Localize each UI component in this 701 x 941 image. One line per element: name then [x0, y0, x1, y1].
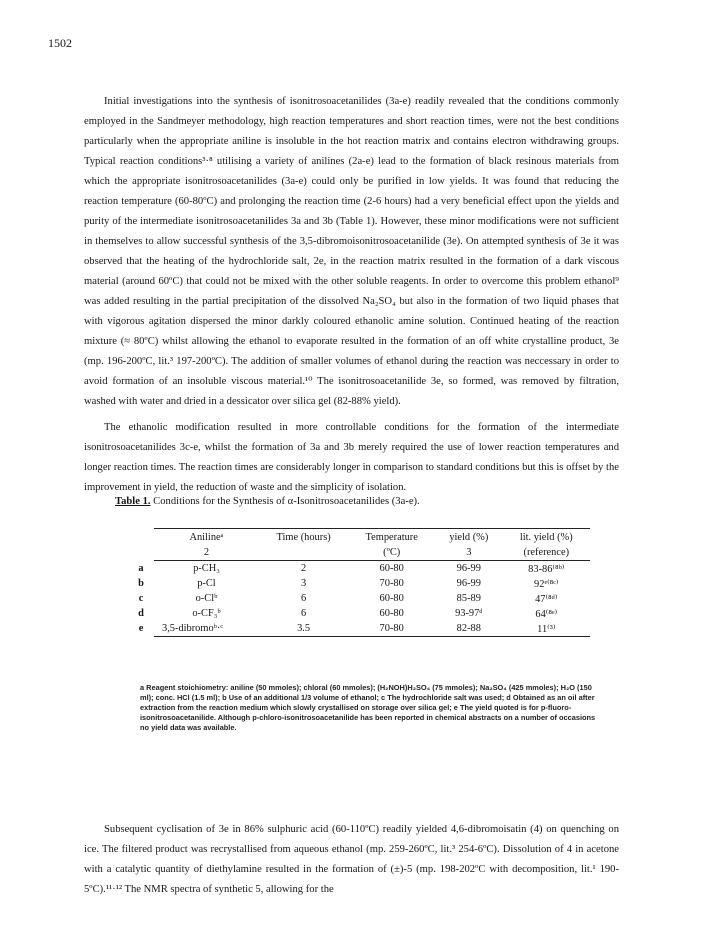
table-header-cell: Temperature — [348, 529, 435, 546]
table-header-blank — [128, 545, 154, 561]
table-row — [128, 606, 590, 621]
time-cell: 3.5 — [259, 621, 348, 637]
table-footnote: a Reagent stoichiometry: aniline (50 mmoles); chloral (60 mmoles); (H₂NOH)H₂SO₄ (75 mmoles); Na₂SO₄ (425 mmoles); H₂O (150 ml); conc. HCl (1.5 ml); b Use of an additional 1/3 volume of ethanol; c The hydrochloride salt was used; d Obtained as an oil after extraction from the reaction medium which slowly crystallised on storage over silica gel; e The yield quoted is for p-fluoro-isonitrosoacetanilide. Although p-chloro-isonitrosoacetanilide has been reported in chemical abstracts on a number of occasions no yield data was available. — [140, 683, 596, 732]
temperature-cell: 60-80 — [379, 563, 404, 574]
table-row — [128, 591, 590, 606]
table-header-cell: (ºC) — [348, 545, 435, 561]
table-header-cell: (reference) — [503, 545, 590, 561]
time-cell: 3 — [301, 578, 307, 589]
table-header-row — [128, 529, 590, 546]
temperature-cell: 60-80 — [379, 593, 404, 604]
yield-cell: 96-99 — [456, 563, 481, 574]
temperature-cell: 70-80 — [348, 621, 435, 637]
lit-yield-cell: 11⁽³⁾ — [503, 621, 590, 637]
aniline-cell: p-CH₃ — [193, 563, 220, 574]
paragraph-text: Subsequent cyclisation of 3e in 86% sulphuric acid (60-110ºC) readily yielded 4,6-dibromoisatin (4) on quenching on ice. The filtered product was recrystallised from aqueous ethanol (mp. 259-260ºC, lit.³ 254-6ºC). Dissolution of 4 in acetone with a catalytic quantity of diethylamine resulted in the formation of (±)-5 (mp. 198-202ºC with decomposition, lit.¹ 190-5ºC).¹¹·¹² The NMR spectra of synthetic 5, allowing for the — [84, 824, 619, 895]
table-header-cell: lit. yield (%) — [503, 529, 590, 546]
row-label: b — [138, 578, 144, 589]
table-header-cell — [259, 545, 348, 561]
yield-cell: 93-97ᵈ — [455, 608, 483, 619]
row-label: d — [138, 608, 144, 619]
paragraph-text: Initial investigations into the synthesis of isonitrosoacetanilides (3a-e) readily revealed that the conditions commonly employed in the Sandmeyer methodology, high reaction temperatures and short reaction times, were not the best conditions particularly when the appropriate aniline is insoluble in the hot reaction matrix and contains electron withdrawing groups. Typical reaction conditions³·⁸ utilising a variety of anilines (2a-e) lead to the formation of black resinous materials from which the appropriate isonitrosoacetanilides (3a-e) could only be purified in low yields. It was found that reducing the reaction temperature (60-80ºC) and prolonging the reaction time (2-6 hours) had a very beneficial effect upon the yields and purity of the intermediate isonitrosoacetanilides 3a and 3b (Table 1). However, these minor modifications were not sufficient in themselves to allow successful synthesis of the 3,5-dibromoisonitrosoacetanilide (3e). On attempted synthesis of 3e it was observed that the heating of the hydrochloride salt, 2e, in the reaction matrix resulted in the formation of a dark viscous material (around 60ºC) that could not be mixed with the other soluble reagents. In order to overcome this problem ethanol⁹ was added resulting in the partial precipitation of the dissolved Na₂SO₄ but also in the formation of two liquid phases that with vigorous agitation dispersed the minor darkly coloured ethanolic amine solution. Continued heating of the reaction mixture (≈ 80ºC) whilst allowing the ethanol to evaporate resulted in the formation of an off white crystalline product, 3e (mp. 196-200ºC, lit.³ 197-200ºC). The addition of smaller volumes of ethanol during the reaction was neccessary in order to avoid formation of an insoluble viscous material.¹⁰ The isonitrosoacetanilide 3e, so formed, was removed by filtration, washed with water and dried in a dessicator over silica gel (82-88% yield). — [84, 96, 619, 407]
row-label: a — [138, 562, 144, 574]
yield-cell: 96-99 — [456, 578, 481, 589]
table-row — [128, 561, 590, 577]
time-cell: 2 — [301, 563, 307, 574]
page-number: 1502 — [48, 36, 72, 50]
temperature-cell: 60-80 — [379, 608, 404, 619]
row-label: c — [138, 593, 144, 604]
table-caption — [115, 496, 420, 507]
yield-cell: 85-89 — [456, 593, 481, 604]
table-caption-label: Table 1. — [115, 496, 151, 507]
lit-yield-cell: 92ᵉ⁽⁸ᶜ⁾ — [534, 578, 559, 590]
lit-yield-cell: 47⁽⁸ᵈ⁾ — [535, 593, 558, 605]
temperature-cell: 70-80 — [379, 578, 404, 589]
yield-cell: 82-88 — [435, 621, 502, 637]
table-header-cell: Anilineᵃ — [154, 529, 259, 546]
time-cell: 6 — [301, 608, 307, 619]
aniline-cell: p-Cl — [197, 578, 216, 589]
table-header-row — [128, 545, 590, 561]
aniline-cell: 3,5-dibromoᵇ·ᶜ — [154, 621, 259, 637]
table-header-cell: 2 — [154, 545, 259, 561]
aniline-cell: o-Clᵇ — [195, 593, 218, 604]
table-row — [128, 576, 590, 591]
table-caption-text: Conditions for the Synthesis of α-Isonitrosoacetanilides (3a-e). — [150, 496, 420, 507]
table-header-cell: Time (hours) — [259, 529, 348, 546]
conditions-table — [128, 528, 590, 637]
paragraph-text: The ethanolic modification resulted in more controllable conditions for the formation of the intermediate isonitrosoacetanilides 3c-e, whilst the formation of 3a and 3b merely required the use of lower reaction temperatures and longer reaction times. The reaction times are considerably longer in comparison to standard conditions but this is offset by the improvement in yield, the reduction of waste and the simplicity of isolation. — [84, 422, 619, 493]
aniline-cell: o-CF₃ᵇ — [192, 608, 221, 619]
table-header-cell: yield (%) — [435, 529, 502, 546]
row-label: e — [138, 623, 144, 635]
lit-yield-cell: 64⁽⁸ᵉ⁾ — [535, 608, 558, 620]
time-cell: 6 — [301, 593, 307, 604]
table-header-blank — [128, 529, 154, 546]
paragraph-intro — [84, 92, 619, 412]
lit-yield-cell: 83-86⁽⁸ᵇ⁾ — [528, 563, 565, 575]
table-header-cell: 3 — [435, 545, 502, 561]
paragraph-cyclisation — [84, 820, 619, 900]
paragraph-ethanolic — [84, 418, 619, 498]
table-row — [128, 621, 590, 637]
